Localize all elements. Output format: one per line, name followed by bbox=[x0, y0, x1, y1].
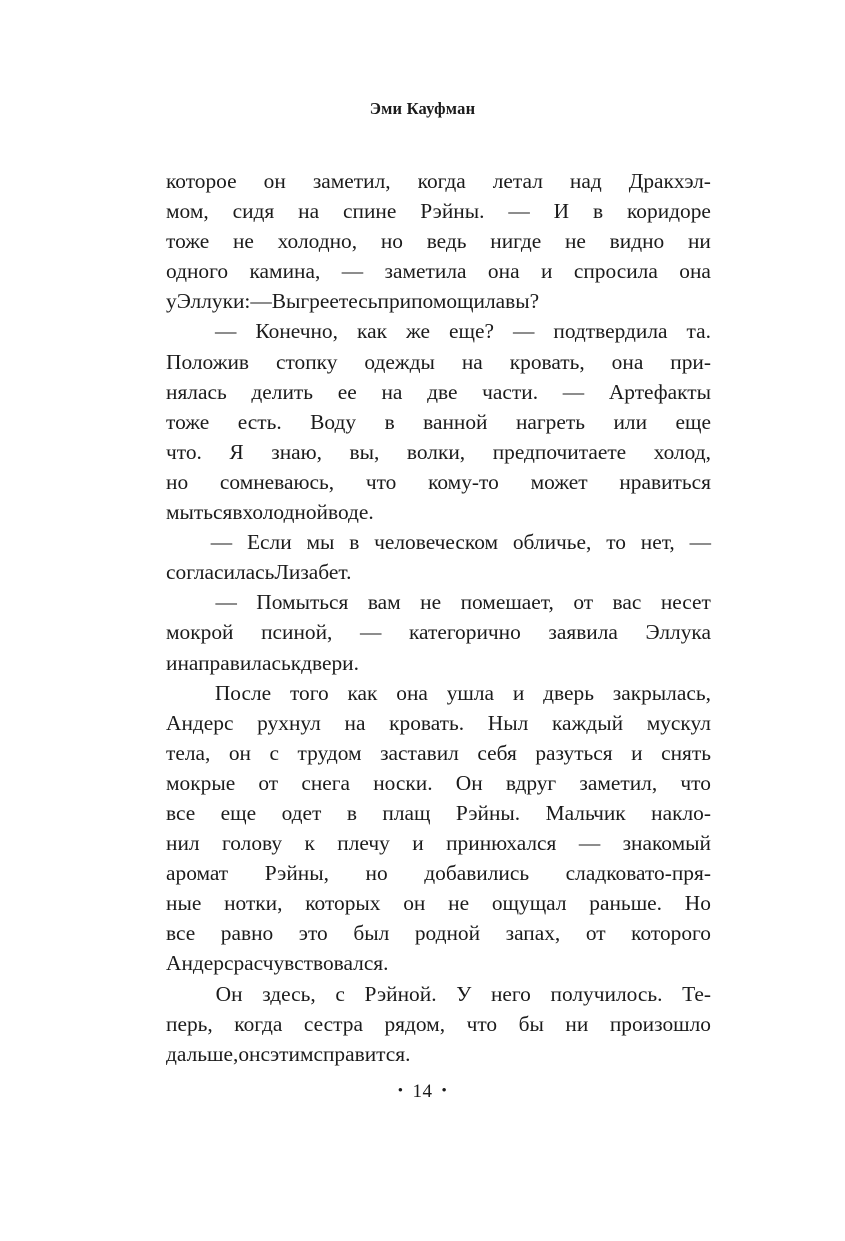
word: — bbox=[359, 620, 382, 645]
word: она bbox=[396, 680, 428, 705]
word: Дракхэл- bbox=[628, 169, 711, 193]
word: запах, bbox=[505, 921, 561, 946]
word: Андерс bbox=[166, 710, 234, 735]
word: Но bbox=[684, 891, 711, 916]
word: в bbox=[384, 409, 395, 434]
word: рухнул bbox=[257, 710, 321, 735]
word: нялась bbox=[166, 379, 227, 404]
word: Рэйны. bbox=[420, 199, 485, 224]
word: разуться bbox=[535, 740, 613, 765]
word: согласилась bbox=[166, 560, 275, 585]
word: — bbox=[512, 319, 535, 344]
word: когда bbox=[234, 1011, 283, 1036]
text-line bbox=[166, 738, 711, 768]
word: волки, bbox=[406, 439, 466, 464]
word: но bbox=[365, 861, 388, 886]
word: делить bbox=[251, 379, 314, 404]
paragraph bbox=[166, 678, 711, 979]
word: стопку bbox=[275, 349, 338, 374]
word: сомневаюсь, bbox=[219, 469, 335, 494]
body-text-block bbox=[166, 166, 711, 1069]
word: видно bbox=[609, 229, 665, 254]
word: ощущал bbox=[491, 891, 567, 916]
word: носки. bbox=[373, 770, 433, 795]
word: Он bbox=[215, 981, 243, 1006]
word: накло- bbox=[651, 800, 711, 825]
word: обличье, bbox=[512, 530, 592, 555]
word: снять bbox=[661, 740, 711, 765]
word: к bbox=[304, 831, 315, 856]
word: Эллука bbox=[645, 620, 711, 645]
text-line bbox=[166, 948, 711, 978]
word: в bbox=[349, 530, 360, 555]
word: от bbox=[585, 921, 606, 946]
text-line bbox=[166, 979, 711, 1009]
word: когда bbox=[417, 169, 466, 193]
word: здесь, bbox=[262, 981, 316, 1006]
word: Помыться bbox=[256, 590, 349, 615]
word: получилось. bbox=[550, 981, 663, 1006]
word: от bbox=[573, 590, 594, 615]
word: не bbox=[232, 229, 254, 254]
paragraph-indent bbox=[166, 527, 196, 557]
word: Воду bbox=[310, 409, 357, 434]
word: принюхался bbox=[446, 831, 557, 856]
word: холод, bbox=[653, 439, 711, 464]
word: — bbox=[215, 319, 237, 344]
text-line bbox=[166, 166, 711, 196]
word: человеческом bbox=[374, 530, 499, 555]
word: расчувствовался. bbox=[233, 951, 389, 976]
word: дверь bbox=[543, 680, 594, 705]
word: Эллуки: bbox=[176, 289, 251, 314]
word: все bbox=[166, 921, 196, 946]
paragraph bbox=[166, 587, 711, 677]
word: с bbox=[335, 981, 345, 1006]
word: может bbox=[530, 469, 588, 494]
word: тоже bbox=[166, 409, 210, 434]
word: на bbox=[298, 199, 320, 224]
word: — bbox=[210, 530, 233, 555]
word: холодно, bbox=[277, 229, 358, 254]
word: летал bbox=[492, 169, 543, 193]
word: одного bbox=[166, 259, 229, 284]
word: кому-то bbox=[428, 469, 499, 494]
word: в bbox=[593, 199, 604, 224]
word: не bbox=[564, 229, 586, 254]
word: или bbox=[613, 409, 648, 434]
text-line bbox=[166, 286, 711, 316]
word: — bbox=[215, 590, 237, 615]
word: она bbox=[679, 259, 711, 284]
word: Андерс bbox=[166, 951, 234, 976]
word: мокрые bbox=[166, 770, 236, 795]
word: ее bbox=[337, 379, 357, 404]
word: перь, bbox=[166, 1011, 213, 1036]
word: которых bbox=[305, 891, 381, 916]
word: при bbox=[377, 289, 412, 314]
word: есть. bbox=[237, 409, 282, 434]
word: это bbox=[298, 921, 328, 946]
word: тоже bbox=[166, 229, 210, 254]
word: холодной bbox=[242, 500, 328, 525]
word: Положив bbox=[166, 349, 250, 374]
word: И bbox=[553, 199, 570, 224]
word: ушла bbox=[446, 680, 495, 705]
word: от bbox=[258, 770, 279, 795]
word: и bbox=[166, 650, 178, 675]
word: но bbox=[166, 469, 189, 494]
word: Рэйны, bbox=[264, 861, 329, 886]
word: коридоре bbox=[627, 199, 711, 224]
word: лавы? bbox=[484, 289, 540, 314]
word: нигде bbox=[490, 229, 542, 254]
word: же bbox=[405, 319, 430, 344]
text-line bbox=[166, 587, 711, 617]
word: еще? bbox=[449, 319, 494, 344]
word: в bbox=[232, 500, 243, 525]
word: ведь bbox=[426, 229, 467, 254]
word: мускул bbox=[646, 710, 711, 735]
word: подтвердила bbox=[553, 319, 668, 344]
word: Артефакты bbox=[608, 379, 711, 404]
word: что bbox=[680, 770, 711, 795]
word: с bbox=[269, 740, 280, 765]
word: У bbox=[456, 981, 472, 1006]
word: — bbox=[250, 289, 272, 314]
word: себя bbox=[477, 740, 517, 765]
word: голову bbox=[221, 831, 283, 856]
word: Он bbox=[455, 770, 483, 795]
word: еще bbox=[220, 800, 257, 825]
word: с bbox=[260, 1041, 270, 1066]
word: знакомый bbox=[622, 831, 711, 856]
word: он bbox=[228, 740, 252, 765]
word: — bbox=[562, 379, 585, 404]
word: вдруг bbox=[505, 770, 557, 795]
word: ванной bbox=[423, 409, 488, 434]
word: псиной, bbox=[261, 620, 333, 645]
word: части. bbox=[482, 379, 539, 404]
word: этим bbox=[269, 1041, 314, 1066]
word: нет, bbox=[640, 530, 675, 555]
paragraph bbox=[166, 979, 711, 1069]
word: дальше, bbox=[166, 1041, 239, 1066]
word: она bbox=[611, 349, 644, 374]
word: него bbox=[490, 981, 531, 1006]
word: и bbox=[540, 259, 553, 284]
text-line bbox=[166, 678, 711, 708]
word: плащ bbox=[382, 800, 431, 825]
word: плечу bbox=[337, 831, 390, 856]
text-line bbox=[166, 437, 711, 467]
word: аромат bbox=[166, 861, 229, 886]
word: греетесь bbox=[300, 289, 378, 314]
word: Если bbox=[246, 530, 292, 555]
paragraph bbox=[166, 316, 711, 527]
word: добавились bbox=[424, 861, 530, 886]
word: камина, bbox=[249, 259, 321, 284]
word: вас bbox=[612, 590, 642, 615]
word: на bbox=[461, 349, 483, 374]
word: не bbox=[448, 891, 470, 916]
word: ные bbox=[166, 891, 202, 916]
word: и bbox=[631, 740, 643, 765]
word: несет bbox=[660, 590, 711, 615]
text-line bbox=[166, 316, 711, 346]
word: воде. bbox=[328, 500, 374, 525]
word: что bbox=[365, 469, 397, 494]
word: нравиться bbox=[619, 469, 711, 494]
word: мокрой bbox=[166, 620, 234, 645]
word: над bbox=[569, 169, 602, 193]
word: нил bbox=[166, 831, 200, 856]
word: Ныл bbox=[487, 710, 529, 735]
word: заметил, bbox=[312, 169, 391, 193]
folio-number: 14 bbox=[412, 1081, 433, 1102]
word: заметил, bbox=[579, 770, 658, 795]
word: он bbox=[403, 891, 426, 916]
word: вы, bbox=[349, 439, 380, 464]
word: помощи bbox=[411, 289, 485, 314]
word: при- bbox=[670, 349, 711, 374]
word: как bbox=[357, 319, 387, 344]
text-line bbox=[166, 497, 711, 527]
word: После bbox=[214, 680, 272, 705]
word: в bbox=[346, 800, 357, 825]
word: снега bbox=[301, 770, 351, 795]
word: справится. bbox=[313, 1041, 411, 1066]
text-line bbox=[166, 467, 711, 497]
word: он bbox=[263, 169, 286, 193]
word: раньше. bbox=[589, 891, 663, 916]
paragraph-indent bbox=[166, 316, 196, 346]
text-line bbox=[166, 407, 711, 437]
word: которое bbox=[166, 169, 237, 193]
folio-left-ornament: • bbox=[397, 1083, 404, 1100]
text-line bbox=[166, 226, 711, 256]
paragraph bbox=[166, 166, 711, 316]
word: бы bbox=[518, 1011, 544, 1036]
text-line bbox=[166, 347, 711, 377]
folio-right-ornament: • bbox=[441, 1083, 448, 1100]
word: категорично bbox=[408, 620, 521, 645]
word: все bbox=[166, 800, 196, 825]
paragraph bbox=[166, 527, 711, 587]
word: ни bbox=[687, 229, 711, 254]
word: и bbox=[412, 831, 424, 856]
word: заставил bbox=[380, 740, 459, 765]
word: знаю, bbox=[271, 439, 322, 464]
word: Рэйной. bbox=[364, 981, 437, 1006]
word: к bbox=[290, 650, 302, 675]
word: трудом bbox=[297, 740, 362, 765]
word: Лизабет. bbox=[274, 560, 352, 585]
word: что bbox=[466, 1011, 498, 1036]
text-line bbox=[166, 858, 711, 888]
word: двери. bbox=[301, 650, 359, 675]
word: еще bbox=[675, 409, 711, 434]
word: — bbox=[578, 831, 601, 856]
word: кровать. bbox=[389, 710, 465, 735]
word: Вы bbox=[271, 289, 301, 314]
text-line bbox=[166, 617, 711, 647]
word: сидя bbox=[232, 199, 275, 224]
word: заявила bbox=[548, 620, 618, 645]
text-line bbox=[166, 708, 711, 738]
text-line bbox=[166, 1039, 711, 1069]
paragraph-indent bbox=[166, 587, 196, 617]
text-line bbox=[166, 1009, 711, 1039]
word: направилась bbox=[177, 650, 291, 675]
word: на bbox=[344, 710, 366, 735]
word: — bbox=[341, 259, 364, 284]
text-line bbox=[166, 648, 711, 678]
word: та. bbox=[686, 319, 711, 344]
word: сестра bbox=[303, 1011, 363, 1036]
word: родной bbox=[414, 921, 481, 946]
word: произошло bbox=[609, 1011, 711, 1036]
word: тела, bbox=[166, 740, 211, 765]
word: одет bbox=[281, 800, 322, 825]
text-line bbox=[166, 377, 711, 407]
text-line bbox=[166, 888, 711, 918]
word: но bbox=[380, 229, 403, 254]
word: которого bbox=[631, 921, 711, 946]
word: того bbox=[289, 680, 329, 705]
word: Я bbox=[229, 439, 244, 464]
word: что. bbox=[166, 439, 202, 464]
word: — bbox=[508, 199, 530, 224]
word: — bbox=[689, 530, 711, 555]
word: рядом, bbox=[384, 1011, 446, 1036]
word: нагреть bbox=[515, 409, 585, 434]
word: Рэйны. bbox=[455, 800, 521, 825]
text-line bbox=[166, 196, 711, 226]
word: мом, bbox=[166, 199, 209, 224]
word: спросила bbox=[573, 259, 658, 284]
word: то bbox=[606, 530, 626, 555]
word: Те- bbox=[682, 981, 711, 1006]
word: вам bbox=[367, 590, 401, 615]
text-line bbox=[166, 918, 711, 948]
word: спине bbox=[343, 199, 397, 224]
word: мыться bbox=[166, 500, 233, 525]
text-line bbox=[166, 828, 711, 858]
word: Конечно, bbox=[255, 319, 338, 344]
word: был bbox=[353, 921, 390, 946]
word: сладковато-пря- bbox=[565, 861, 711, 886]
page-folio bbox=[0, 1082, 845, 1101]
word: он bbox=[238, 1041, 261, 1066]
word: у bbox=[166, 289, 177, 314]
word: предпочитаете bbox=[492, 439, 627, 464]
word: заметила bbox=[384, 259, 467, 284]
word: равно bbox=[220, 921, 274, 946]
word: на bbox=[381, 379, 403, 404]
word: не bbox=[420, 590, 442, 615]
word: Мальчик bbox=[545, 800, 626, 825]
word: мы bbox=[306, 530, 335, 555]
word: нотки, bbox=[224, 891, 283, 916]
word: две bbox=[427, 379, 458, 404]
word: ни bbox=[565, 1011, 589, 1036]
word: и bbox=[512, 680, 525, 705]
running-head: Эми Кауфман bbox=[369, 99, 476, 118]
paragraph-indent bbox=[166, 678, 196, 708]
word: кровать, bbox=[509, 349, 585, 374]
word: как bbox=[347, 680, 378, 705]
word: закрылась, bbox=[612, 680, 711, 705]
word: одежды bbox=[364, 349, 435, 374]
text-line bbox=[166, 527, 711, 557]
text-line bbox=[166, 256, 711, 286]
text-line bbox=[166, 798, 711, 828]
word: каждый bbox=[551, 710, 624, 735]
text-line bbox=[166, 557, 711, 587]
paragraph-indent bbox=[166, 979, 196, 1009]
word: она bbox=[487, 259, 520, 284]
text-line bbox=[166, 768, 711, 798]
word: помешает, bbox=[460, 590, 554, 615]
